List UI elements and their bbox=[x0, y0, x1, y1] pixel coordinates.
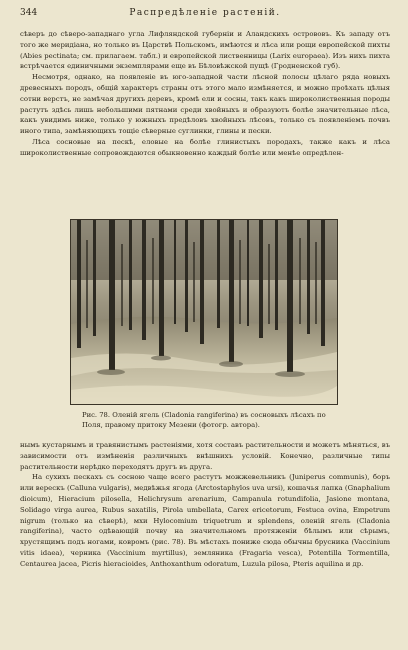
page-number: 344 bbox=[20, 8, 38, 18]
paragraph: На сухихъ пескахъ съ сосною чаще всего растутъ можжевельникъ (Juniperus communis), боръ или верескъ (Calluna vulgaris), медвѣжья ягода (Arctostaphylos uva ursi), кошачья лапка (Gnaphalium dioicum), Hieracium pilosella, Helichrysum arenarium, Campanula rotundifolia, Jasione montana, Solidago virga aurea, Rubus saxatilis, Pirola umbellata, Carex ericetorum, Festuca ovina, Empetrum nigrum (только на сѣверѣ), мхи Hylocomium triquetrum и splendens, оленій ягель (Cladonia rangiferina), часто одѣвающій почву на значительномъ протяженіи бѣлымъ или сѣрымъ, хрустящимъ подъ ногами, ковромъ (рис. 78). Въ мѣстахъ пониже сюда обычны брусника (Vaccinium vitis idaea), черника (Vaccinium myrtillus), земляника (Fragaria vesca), Potentilla Tormentilla, Centaurea jacea, Picris hieracioides, Anthoxanthum odoratum, Luzula pilosa, Pteris aquilina и др. bbox=[20, 473, 390, 568]
figure-caption: Рис. 78. Оленій ягель (Cladonia rangiferina) въ сосновыхъ лѣсахъ по Поля, правому притоку Мезени (фотогр. автора). bbox=[82, 411, 326, 429]
forest-photo-illustration bbox=[71, 220, 337, 404]
bottom-text-block bbox=[20, 440, 390, 646]
running-title: Распредѣленіе растеній. bbox=[129, 8, 281, 18]
page-header bbox=[20, 6, 390, 20]
paragraph: нымъ кустарнымъ и травянистымъ растеніями, хотя составъ растительности и можетъ мѣняться, въ зависимости отъ измѣненія различныхъ внѣшнихъ условій. Конечно, различные типы растительности нерѣдко переходятъ другъ въ друга. bbox=[20, 441, 390, 471]
paragraph: Несмотря, однако, на появленіе въ юго-западной части лѣсной полосы цѣлаго ряда новыхъ древесныхъ породъ, общій характеръ страны отъ этого мало измѣняется, и можно проѣхать цѣлыя сотни верстъ, не замѣчая другихъ деревъ, кромѣ ели и сосны, такъ какъ широколиственныя породы растутъ здѣсь лишь небольшими пятнами среди хвойныхъ и образуютъ болѣе значительные лѣса, какъ увидимъ ниже, только у южныхъ предѣловъ хвойныхъ лѣсовъ, только съ появленіемъ почвъ иного типа, замѣняющихъ тощіе сѣверные суглинки, глины и пески. bbox=[20, 73, 390, 136]
forest-photograph bbox=[70, 219, 338, 405]
paragraph: сѣверъ до сѣверо-западнаго угла Лифляндской губерніи и Аландскихъ острововъ. Къ западу отъ того же меридіана, но только въ Царствѣ Польскомъ, имѣются и лѣса или рощи европейской пихты (Abies pectinata; см. прилагаем. табл.) и европейской лиственницы (Larix europaea). Изъ нихъ пихта встрѣчается единичными экземплярами еще въ Бѣловѣжской пущѣ (Гродненской губ). bbox=[20, 30, 390, 71]
paragraph: Лѣса сосновые на пескѣ, еловые на болѣе глинистыхъ породахъ, также какъ и лѣса широколиственные сопровождаются обыкновенно каждый болѣе или менѣе опредѣлен- bbox=[20, 137, 390, 157]
top-text-block bbox=[20, 29, 390, 211]
